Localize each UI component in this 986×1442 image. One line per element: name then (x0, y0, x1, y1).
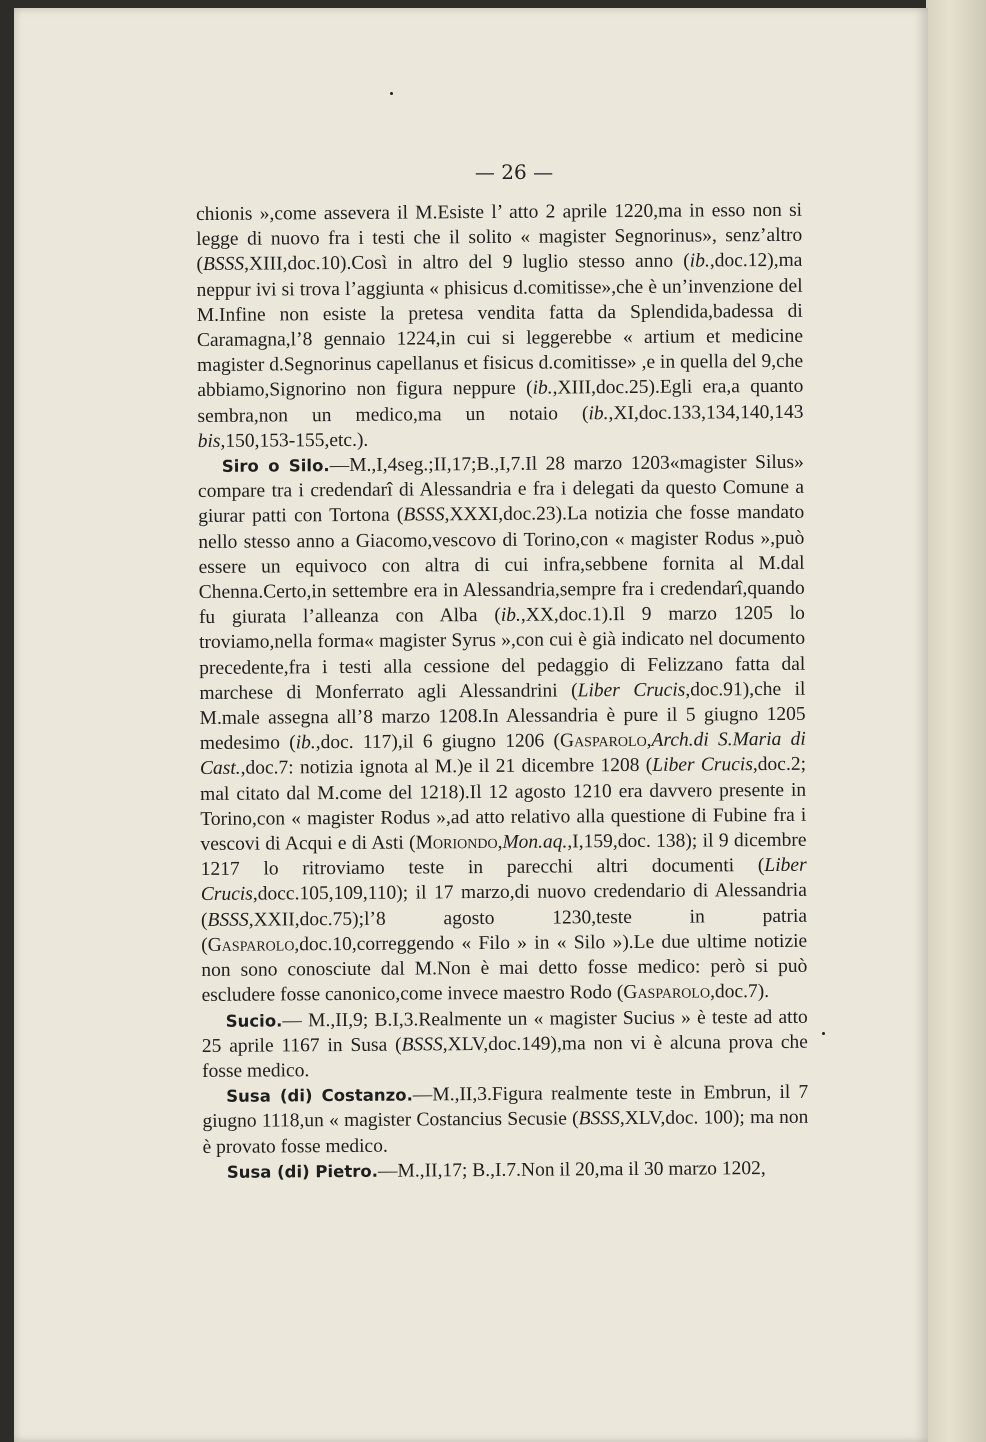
ink-speck (822, 1032, 825, 1035)
page-number: — 26 — (474, 160, 554, 184)
entry-heading: Susa (di) Costanzo. (226, 1085, 413, 1106)
next-page-edge (926, 0, 986, 1442)
body-text (196, 198, 809, 1185)
entry-siro-o-silo: Siro o Silo.—M.,I,4seg.;II,17;B.,I,7.Il 28 marzo 1203«magister Silus» compare tra i credendarî di Alessandria e fra i delegati da questo Comune a giurar patti con Tortona (BSSS,XXXI,doc.23).La notizia che fosse mandato nello stesso anno a Giacomo,vescovo di Torino,con « magister Rodus »,può essere un equivoco con altra di cui infra,sebbene fornita al M.dal Chenna.Certo,in settembre era in Alessandria,sempre fra i credendarî,quando fu giurata l’alleanza con Alba (ib.,XX,doc.1).Il 9 marzo 1205 lo troviamo,nella forma« magister Syrus »,con cui è già indicato nel documento precedente,fra i testi alla cessione del pedaggio di Felizzano fatta dal marchese di Monferrato agli Alessandrini (Liber Crucis,doc.91),che il M.male assegna all’8 marzo 1208.In Alessandria è pure il 5 giugno 1205 medesimo (ib.,doc. 117),il 6 giugno 1206 (Gasparolo,Arch.di S.Maria di Cast.,doc.7: notizia ignota al M.)e il 21 dicembre 1208 (Liber Crucis,doc.2; mal citato dal M.come del 1218).Il 12 agosto 1210 era davvero presente in Torino,con « magister Rodus »,ad atto relativo alla questione di Fubine fra i vescovi di Acqui e di Asti (Moriondo,Mon.aq.,I,159,doc. 138); il 9 dicembre 1217 lo ritroviamo teste in parecchi altri documenti (Liber Crucis,docc.105,109,110); il 17 marzo,di nuovo credendario di Alessandria (BSSS,XXII,doc.75);l’8 agosto 1230,teste in patria (Gasparolo,doc.10,correggendo « Filo » in « Silo »).Le due ultime notizie non sono conosciute dal M.Non è mai detto fosse medico: però si può escludere fosse canonico,come invece maestro Rodo (Gasparolo,doc.7). (197, 451, 808, 1007)
entry-susa-costanzo: Susa (di) Costanzo.—M.,II,3.Figura realmente teste in Embrun, il 7 giugno 1118,un « magister Costancius Secusie (BSSS,XLV,doc. 100); ma non è provato fosse medico. (202, 1081, 809, 1158)
entry-heading: Susa (di) Pietro. (226, 1161, 379, 1182)
entry-susa-pietro: Susa (di) Pietro.—M.,II,17; B.,I.7.Non il 20,ma il 30 marzo 1202, (226, 1157, 766, 1182)
paragraph-continuation: chionis »,come assevera il M.Esiste l’ atto 2 aprile 1220,ma in esso non si legge di nuovo fra i testi che il solito « magister Segnorinus», senz’altro (BSSS,XIII,doc.10).Così in altro del 9 luglio stesso anno (ib.,doc.12),ma neppur ivi si trova l’aggiunta « phisicus d.comitisse»,che è un’invenzione del M.Infine non esiste la pretesa vendita fatta da Splendida,badessa di Caramagna,l’8 gennaio 1224,in cui si leggerebbe « artium et medicine magister d.Segnorinus capellanus et fisicus d.comitisse» ,e in quella del 9,che abbiamo,Signorino non figura neppure (ib.,XIII,doc.25).Egli era,a quanto sembra,non un medico,ma un notaio (ib.,XI,doc.133,134,140,143 bis,150,153-155,etc.). (196, 199, 804, 452)
entry-heading: Sucio. (225, 1010, 283, 1031)
entry-heading: Siro o Silo. (221, 456, 330, 476)
entry-sucio: Sucio.— M.,II,9; B.I,3.Realmente un « magister Sucius » è teste ad atto 25 aprile 1167 in Susa (BSSS,XLV,doc.149),ma non vi è alcuna prova che fosse medico. (201, 1006, 808, 1082)
ink-speck (390, 92, 393, 95)
book-page (14, 8, 928, 1442)
